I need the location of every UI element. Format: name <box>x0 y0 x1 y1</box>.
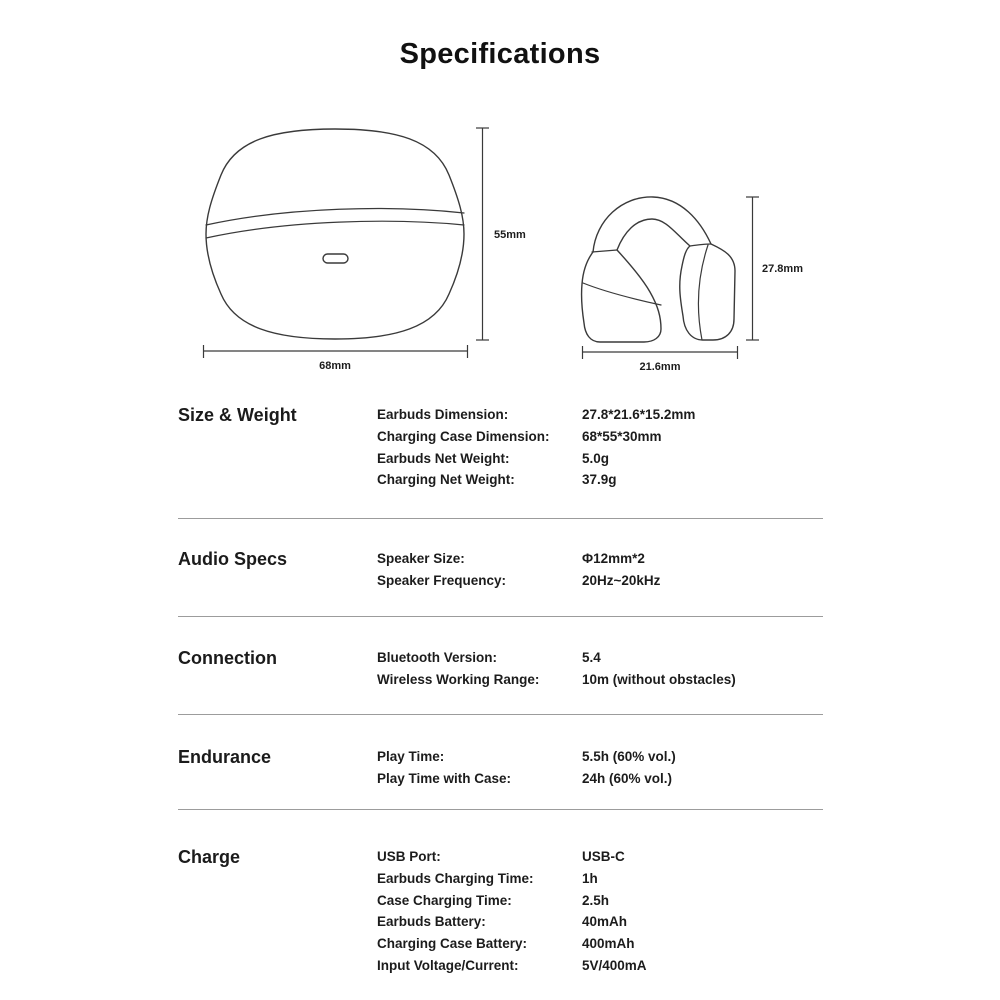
spec-value: 20Hz~20kHz <box>582 572 661 588</box>
section-title: Size & Weight <box>178 405 297 425</box>
spec-row <box>377 426 823 448</box>
section-size-weight <box>178 404 823 518</box>
spec-value: 1h <box>582 870 598 886</box>
spec-value: 10m (without obstacles) <box>582 671 736 687</box>
spec-value: 37.9g <box>582 472 617 488</box>
spec-row <box>377 890 823 912</box>
spec-row <box>377 548 823 570</box>
earbud-height-dimension <box>746 197 803 340</box>
spec-value: 2.5h <box>582 892 610 908</box>
spec-label: Speaker Size: <box>377 551 465 567</box>
earbud-height-dimension-label: 27.8mm <box>762 263 803 275</box>
page-title: Specifications <box>399 38 601 70</box>
spec-label: USB Port: <box>377 848 441 864</box>
spec-value: USB-C <box>582 848 625 864</box>
spec-row <box>377 911 823 933</box>
spec-label: Charging Case Battery: <box>377 936 528 952</box>
spec-row <box>377 846 823 868</box>
spec-label: Charging Case Dimension: <box>377 428 550 444</box>
spec-label: Earbuds Net Weight: <box>377 450 510 466</box>
section-title: Audio Specs <box>178 549 288 570</box>
spec-label: Charging Net Weight: <box>377 472 515 488</box>
case-width-dimension-label: 68mm <box>319 360 351 372</box>
charging-case-outline <box>206 129 464 339</box>
earbud-drawing <box>582 197 735 342</box>
spec-value: 5.5h (60% vol.) <box>582 749 676 765</box>
spec-row <box>377 746 823 768</box>
spec-value: 5V/400mA <box>582 957 647 973</box>
section-charge <box>178 809 823 999</box>
spec-value: 400mAh <box>582 936 635 952</box>
spec-table <box>178 404 823 999</box>
spec-label: Input Voltage/Current: <box>377 957 519 973</box>
case-height-dimension <box>476 128 526 340</box>
spec-value: 40mAh <box>582 914 628 930</box>
spec-value: 68*55*30mm <box>582 428 662 444</box>
spec-label: Earbuds Charging Time: <box>377 870 534 886</box>
spec-label: Wireless Working Range: <box>377 671 540 687</box>
earbud-outline <box>582 197 735 342</box>
spec-row <box>377 469 823 491</box>
product-diagram <box>0 0 1000 390</box>
case-width-dimension <box>204 345 468 372</box>
spec-label: Earbuds Battery: <box>377 914 486 930</box>
spec-label: Speaker Frequency: <box>377 572 507 588</box>
spec-row <box>377 647 823 669</box>
section-connection <box>178 616 823 715</box>
spec-row <box>377 933 823 955</box>
spec-value: 5.4 <box>582 649 601 665</box>
spec-row <box>377 404 823 426</box>
spec-row <box>377 868 823 890</box>
section-endurance <box>178 714 823 809</box>
spec-value: 24h (60% vol.) <box>582 771 673 787</box>
spec-row <box>377 669 823 691</box>
charging-case-drawing <box>206 129 464 339</box>
spec-label: Case Charging Time: <box>377 892 512 908</box>
section-title: Endurance <box>178 747 272 768</box>
spec-value: 27.8*21.6*15.2mm <box>582 407 696 422</box>
case-height-dimension-label: 55mm <box>494 229 526 241</box>
earbud-width-dimension-label: 21.6mm <box>639 361 681 373</box>
case-indicator-pill <box>323 254 348 263</box>
spec-row <box>377 955 823 977</box>
spec-label: Bluetooth Version: <box>377 649 498 665</box>
spec-label: Play Time: <box>377 749 445 765</box>
spec-value: 5.0g <box>582 450 610 466</box>
spec-row <box>377 570 823 592</box>
section-title: Connection <box>178 647 277 668</box>
spec-row <box>377 448 823 470</box>
spec-label: Play Time with Case: <box>377 771 512 787</box>
spec-label: Earbuds Dimension: <box>377 407 509 422</box>
earbud-width-dimension <box>583 346 738 373</box>
section-title: Charge <box>178 846 241 867</box>
spec-row <box>377 768 823 790</box>
section-audio-specs <box>178 518 823 616</box>
spec-value: Φ12mm*2 <box>582 551 645 567</box>
